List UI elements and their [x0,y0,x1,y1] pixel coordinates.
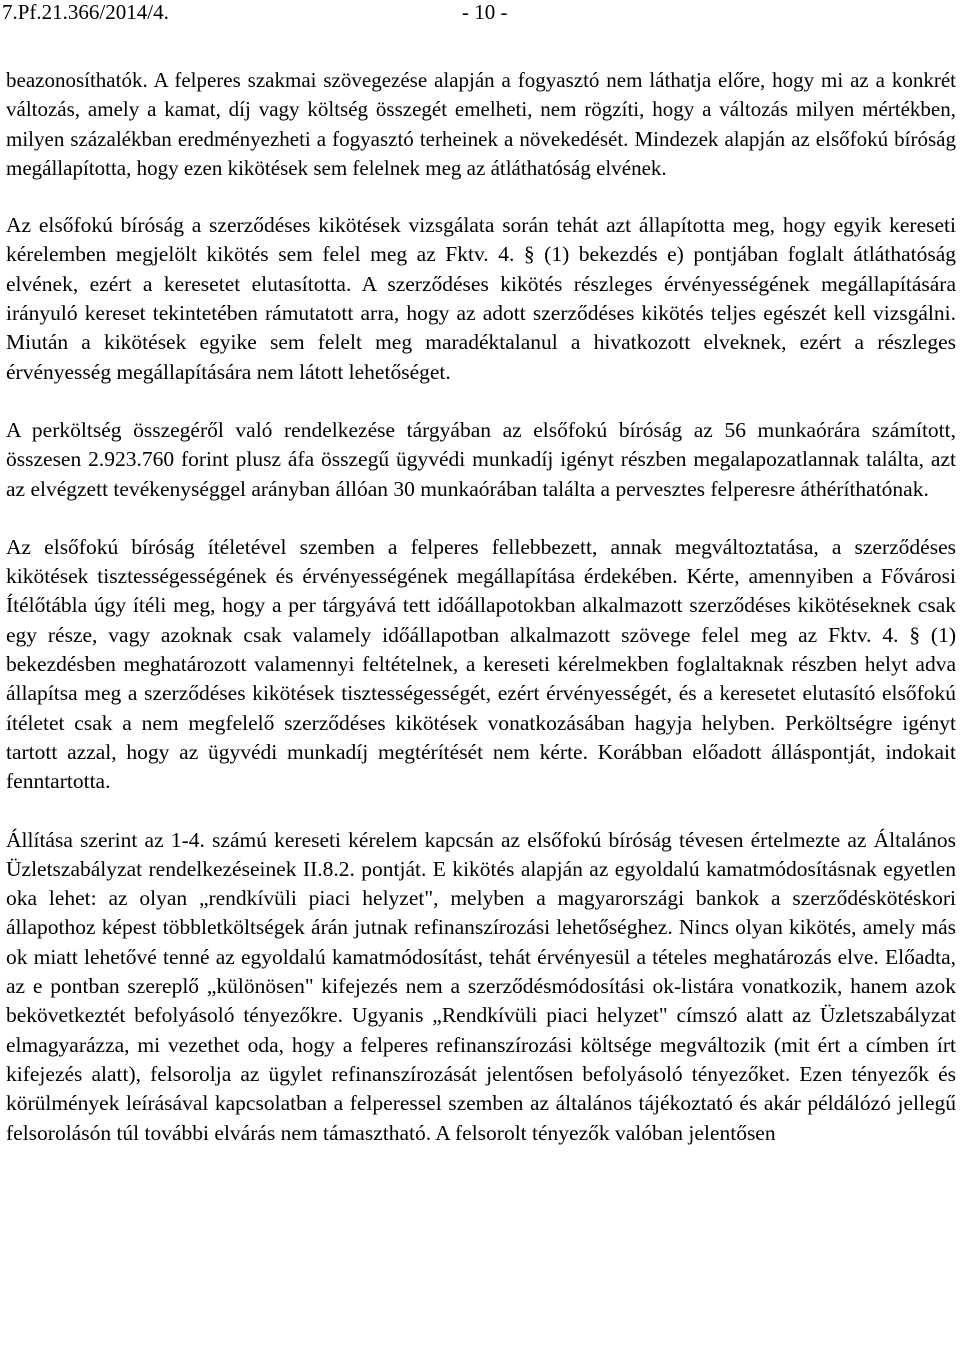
paragraph: Az elsőfokú bíróság ítéletével szemben a felperes fellebbezett, annak megváltoztatása, a szerződéses kikötések tisztességességének és érvényességének megállapítása érdekében. Kérte, amennyiben a Fővárosi Ítélőtábla úgy ítéli meg, hogy a per tárgyává tett időállapotokban alkalmazott szerződéses kikötéseknek csak egy része, vagy azoknak csak valamely időállapotban alkalmazott szövege felel meg az Fktv. 4. § (1) bekezdésben meghatározott valamennyi feltételnek, a kereseti kérelmekben foglaltaknak részben helyt adva állapítsa meg a szerződéses kikötések tisztességességét, ezért érvényességét, és a keresetet elutasító elsőfokú ítéletet csak a nem megfelelő szerződéses kikötések vonatkozásában hagyja helyben. Perköltségre igényt tartott azzal, hogy az ügyvédi munkadíj megtérítését nem kérte. Korábban előadott álláspontját, indokait fenntartotta. [6,534,956,794]
document-body [6,66,956,1148]
case-number: 7.Pf.21.366/2014/4. [2,0,169,24]
paragraph: A perköltség összegéről való rendelkezése tárgyában az elsőfokú bíróság az 56 munkaórára számított, összesen 2.923.760 forint plusz áfa összegű ügyvédi munkadíj igényt részben megalapozatlannak találta, azt az elvégzett tevékenységgel arányban állóan 30 munkaórában találta a pervesztes felperesre áthéríthatónak. [6,417,956,501]
paragraph: beazonosíthatók. A felperes szakmai szövegezése alapján a fogyasztó nem láthatja előre, hogy mi az a konkrét változás, amely a kamat, díj vagy költség összegét emelheti, nem rögzíti, hogy a változás milyen mértékben, milyen százalékban eredményezheti a fogyasztó terheinek a növekedését. Mindezek alapján az elsőfokú bíróság megállapította, hogy ezen kikötések sem felelnek meg az átláthatóság elvének. [6,68,956,180]
paragraph: Az elsőfokú bíróság a szerződéses kikötések vizsgálata során tehát azt állapította meg, hogy egyik kereseti kérelemben megjelölt kikötés sem felel meg az Fktv. 4. § (1) bekezdés e) pontjában foglalt átláthatóság elvének, ezért a keresetet elutasította. A szerződéses kikötés részleges érvényességének megállapítására irányuló kereset tekintetében rámutatott arra, hogy az adott szerződéses kikötés teljes egészét kell vizsgálni. Miután a kikötések egyike sem felelt meg maradéktalanul a hivatkozott elveknek, ezért a részleges érvényesség megállapítására nem látott lehetőséget. [6,213,956,384]
page-number: - 10 - [462,0,508,24]
paragraph: Állítása szerint az 1-4. számú kereseti kérelem kapcsán az elsőfokú bíróság tévesen értelmezte az Általános Üzletszabályzat rendelkezéseinek II.8.2. pontját. E kikötés alapján az egyoldalú kamatmódosításnak egyetlen oka lehet: az olyan „rendkívüli piaci helyzet", melyben a magyarországi bankok a szerződéskötéskori állapothoz képest többletköltségek árán jutnak refinanszírozási lehetőséghez. Nincs olyan kikötés, amely más ok miatt lehetővé tenné az egyoldalú kamatmódosítást, tehát érvényesül a tételes meghatározás elve. Előadta, az e pontban szereplő „különösen" kifejezés nem a szerződésmódosítási ok-listára vonatkozik, hanem azok bekövetkeztét befolyásoló tényezőkre. Ugyanis „Rendkívüli piaci helyzet" címszó alatt az Üzletszabályzat elmagyarázza, mi vezethet oda, hogy a felperes refinanszírozási költsége megváltozik (mit ért a címben írt kifejezés alatt), felsorolja az ügylet refinanszírozását jelentősen befolyásoló tényezőket. Ezen tényezők és körülmények leírásával kapcsolatban a felperessel szemben az általános tájékoztató és akár példálózó jellegű felsorolásón túl további elvárás nem támasztható. A felsorolt tényezők valóban jelentősen [6,827,956,1145]
page-header [0,0,960,30]
